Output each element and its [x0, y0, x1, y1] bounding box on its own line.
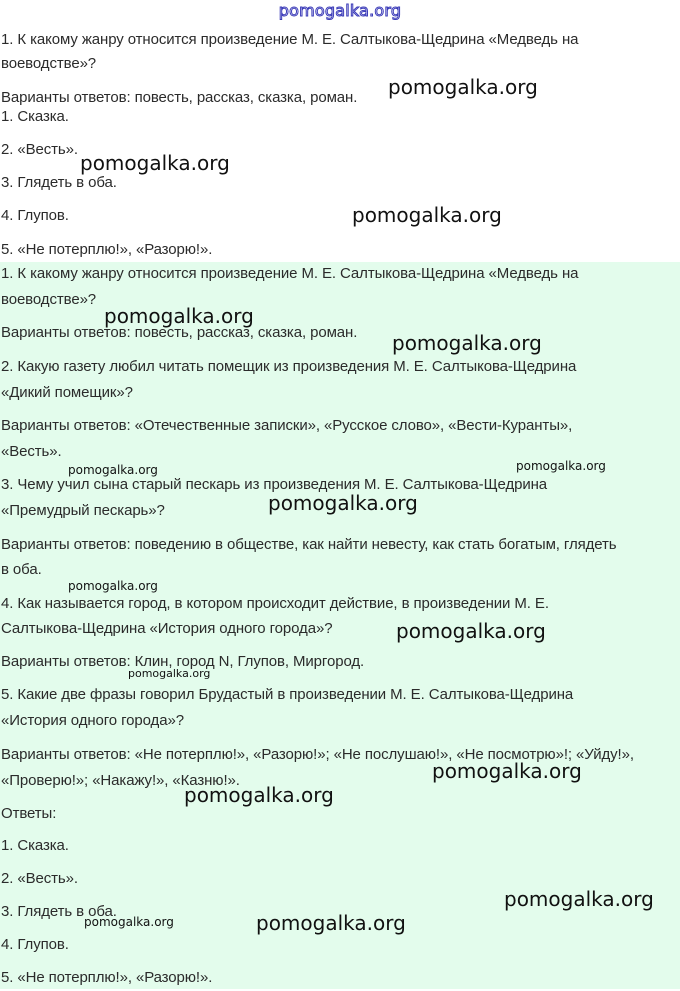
question-4-line: 4. Как называется город, в котором происходит действие, в произведении М. Е.: [1, 595, 549, 612]
watermark: pomogalka.org: [104, 304, 254, 328]
question-2-options: Варианты ответов: «Отечественные записки», «Русское слово», «Вести-Куранты»,: [1, 417, 573, 434]
question-5-options: «Проверю!»; «Накажу!», «Казню!».: [1, 772, 240, 789]
intro-answer: 3. Глядеть в оба.: [1, 174, 117, 191]
intro-answer: 2. «Весть».: [1, 141, 78, 158]
question-3-options: в оба.: [1, 561, 42, 578]
question-3-line: «Премудрый пескарь»?: [1, 502, 165, 519]
question-1-line: 1. К какому жанру относится произведение М. Е. Салтыкова-Щедрина «Медведь на: [1, 265, 579, 282]
question-5-options: Варианты ответов: «Не потерплю!», «Разорю!»; «Не послушаю!», «Не посмотрю»!; «Уйду!»,: [1, 746, 634, 763]
watermark: pomogalka.org: [268, 491, 418, 515]
question-5-line: 5. Какие две фразы говорил Брудастый в произведении М. Е. Салтыкова-Щедрина: [1, 686, 574, 703]
answer-item: 1. Сказка.: [1, 837, 69, 854]
answer-item: 3. Глядеть в оба.: [1, 903, 117, 920]
watermark: pomogalka.org: [84, 915, 174, 929]
answer-item: 5. «Не потерплю!», «Разорю!».: [1, 969, 213, 986]
watermark: pomogalka.org: [184, 783, 334, 807]
question-1-line: воеводстве»?: [1, 291, 97, 308]
watermark: pomogalka.org: [80, 151, 230, 175]
answer-item: 2. «Весть».: [1, 870, 78, 887]
answer-item: 4. Глупов.: [1, 936, 69, 953]
intro-answer: 4. Глупов.: [1, 207, 69, 224]
question-2-options: «Весть».: [1, 443, 62, 460]
watermark: pomogalka.org: [504, 887, 654, 911]
intro-question-line: воеводстве»?: [1, 55, 97, 72]
watermark: pomogalka.org: [128, 667, 211, 680]
question-1-options: Варианты ответов: повесть, рассказ, сказка, роман.: [1, 324, 358, 341]
site-watermark-header: pomogalka.org: [278, 1, 402, 20]
intro-answer: 5. «Не потерплю!», «Разорю!».: [1, 241, 213, 258]
question-4-options: Варианты ответов: Клин, город N, Глупов, Миргород.: [1, 653, 365, 670]
watermark: pomogalka.org: [352, 203, 502, 227]
watermark: pomogalka.org: [68, 463, 158, 477]
question-3-line: 3. Чему учил сына старый пескарь из произведения М. Е. Салтыкова-Щедрина: [1, 476, 548, 493]
intro-answer: 1. Сказка.: [1, 108, 69, 125]
intro-options: Варианты ответов: повесть, рассказ, сказка, роман.: [1, 89, 358, 106]
question-2-line: 2. Какую газету любил читать помещик из произведения М. Е. Салтыкова-Щедрина: [1, 358, 577, 375]
watermark: pomogalka.org: [68, 579, 158, 593]
answers-heading: Ответы:: [1, 805, 57, 822]
intro-question-line: 1. К какому жанру относится произведение М. Е. Салтыкова-Щедрина «Медведь на: [1, 31, 579, 48]
question-3-options: Варианты ответов: поведению в обществе, как найти невесту, как стать богатым, глядеть: [1, 536, 617, 553]
watermark: pomogalka.org: [256, 911, 406, 935]
question-5-line: «История одного города»?: [1, 712, 184, 729]
watermark: pomogalka.org: [516, 459, 606, 473]
watermark: pomogalka.org: [388, 75, 538, 99]
watermark: pomogalka.org: [392, 331, 542, 355]
question-4-line: Салтыкова-Щедрина «История одного города»?: [1, 620, 333, 637]
question-2-line: «Дикий помещик»?: [1, 384, 133, 401]
watermark: pomogalka.org: [396, 619, 546, 643]
watermark: pomogalka.org: [432, 759, 582, 783]
